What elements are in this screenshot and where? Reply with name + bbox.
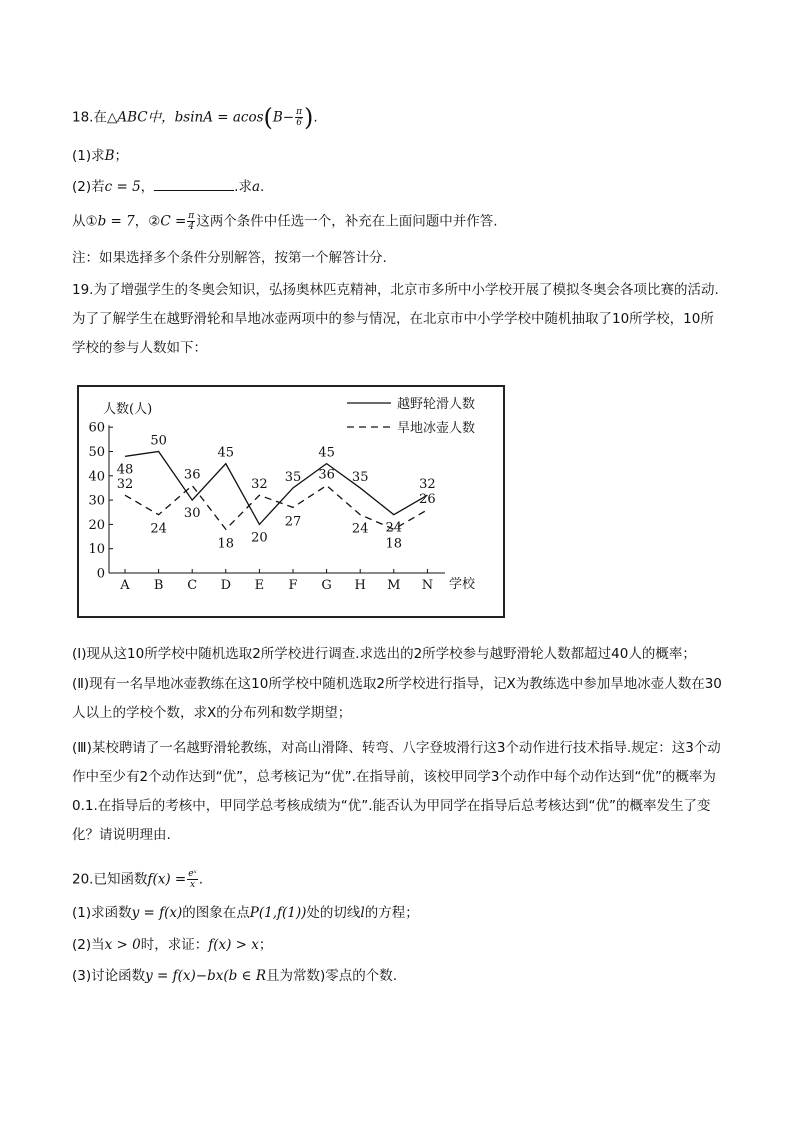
- expr: y = f(x): [131, 905, 183, 921]
- q20-part-1: [72, 903, 419, 923]
- x-tick-label: H: [354, 578, 366, 593]
- part-label: (2)若: [72, 179, 105, 195]
- q20-part-3: [72, 966, 397, 986]
- x-tick-label: E: [254, 578, 265, 593]
- text: 的图象在点: [182, 905, 250, 921]
- text: 的方程；: [364, 905, 419, 921]
- x-tick-label: B: [153, 578, 164, 593]
- data-label: 24: [351, 521, 369, 537]
- x-tick-label: G: [321, 578, 332, 593]
- frac-num: π: [296, 107, 303, 117]
- q18-number: 18.: [72, 109, 94, 126]
- legend-label-1: 越野轮滑人数: [397, 397, 476, 412]
- q18-arg: B−: [272, 109, 295, 126]
- var-a: a: [251, 179, 261, 195]
- right-paren: ): [304, 103, 314, 132]
- cond-label: 从①: [72, 213, 98, 230]
- punct: ，: [140, 179, 155, 195]
- data-label: 24: [150, 521, 167, 537]
- x-tick-label: F: [288, 578, 298, 593]
- data-label: 45: [217, 445, 235, 461]
- part-label: (3)讨论函数: [72, 968, 146, 984]
- chart-svg: [79, 387, 503, 616]
- q19-part-3: (Ⅲ)某校聘请了一名越野滑轮教练，对高山滑降、转弯、八字登坡滑行这3个动作进行技术指导.规定：这3个动作中至少有2个动作达到“优”，总考核记为“优”.在指导前，该校甲同学3个动作中每个动作达到“优”的概率为0.1.在指导后的考核中，甲同学总考核成绩为“优”.能否认为甲同学在指导后总考核达到“优”的概率发生了变化？请说明理由.: [72, 740, 721, 843]
- part-label: (2)当: [72, 937, 105, 953]
- point: P(1,f(1)): [249, 905, 307, 921]
- q19-part-2: (Ⅱ)现有一名旱地冰壶教练在这10所学校中随机选取2所学校进行指导，记X为教练选中参加旱地冰壶人数在30人以上的学校个数，求X的分布列和数学期望；: [72, 676, 722, 721]
- data-label: 50: [150, 433, 167, 449]
- data-label: 18: [217, 536, 235, 552]
- data-label: 36: [318, 467, 335, 483]
- y-tick-label: 40: [88, 469, 105, 485]
- y-tick-label: 10: [88, 542, 105, 558]
- f-def: f(x) =: [147, 871, 187, 888]
- part-label: (1)求: [72, 148, 105, 164]
- left-paren: (: [263, 103, 273, 132]
- series-line-1: [125, 452, 427, 525]
- chart-series: [125, 452, 427, 530]
- q20-text: 20.已知函数: [72, 871, 148, 888]
- y-axis-title: 人数(人): [103, 402, 153, 417]
- expr: y = f(x)−bx(b ∈ R: [145, 968, 267, 984]
- period: .: [198, 871, 204, 888]
- legend-label-2: 旱地冰壶人数: [397, 421, 476, 436]
- q18-conditions: [72, 211, 498, 232]
- series-line-2: [125, 486, 427, 530]
- chart-legend: [347, 396, 475, 436]
- text: 处的切线: [306, 905, 361, 921]
- text: 且为常数)零点的个数.: [266, 968, 398, 984]
- var-b: B: [104, 148, 115, 164]
- x-tick-label: M: [387, 578, 401, 593]
- q20-line-1: [72, 869, 203, 890]
- pi-over-four: [187, 211, 195, 232]
- participation-chart: [77, 385, 505, 618]
- q20-part-2: [72, 935, 272, 955]
- text: 时，求证：: [140, 937, 209, 953]
- data-label: 32: [251, 477, 268, 493]
- c-value: c = 5: [104, 179, 141, 195]
- y-tick-label: 20: [88, 517, 105, 533]
- ineq: f(x) > x: [208, 937, 259, 953]
- data-label: 20: [251, 530, 268, 546]
- data-label: 45: [318, 445, 335, 461]
- cond-1: b = 7: [97, 213, 135, 230]
- chart-data-labels: [117, 434, 436, 552]
- frac-num: eˣ: [188, 869, 197, 879]
- answer-blank: [154, 177, 234, 191]
- ask: .求: [234, 179, 252, 195]
- cond-text: 这两个条件中任选一个，补充在上面问题中并作答.: [196, 213, 498, 230]
- q18-note: [72, 248, 387, 268]
- y-tick-label: 30: [88, 493, 105, 509]
- frac-den: 4: [188, 222, 195, 232]
- punct: ；: [258, 937, 273, 953]
- y-tick-label: 50: [88, 445, 105, 460]
- q18-text: 在: [93, 109, 107, 126]
- q18-part-1: [72, 146, 128, 166]
- x-axis-title: 学校: [449, 577, 476, 592]
- line-l: l: [360, 905, 365, 921]
- punct: .: [260, 179, 265, 195]
- note-text: 注：如果选择多个条件分别解答，按第一个解答计分.: [72, 250, 387, 266]
- q18-triangle: △ABC中，: [106, 109, 175, 126]
- x-tick-label: D: [220, 578, 232, 593]
- pi-over-six: [295, 107, 303, 128]
- frac-num: π: [188, 211, 195, 221]
- chart-ticks: [88, 421, 433, 593]
- data-label: 32: [419, 477, 436, 493]
- frac-den: 6: [296, 118, 302, 128]
- data-label: 35: [351, 469, 369, 485]
- data-label: 32: [116, 477, 134, 493]
- cond: x > 0: [104, 937, 141, 953]
- data-label: 27: [284, 514, 302, 530]
- period: .: [313, 109, 318, 126]
- y-tick-label: 60: [88, 420, 105, 436]
- frac-den: x: [189, 880, 196, 890]
- data-label: 24: [385, 520, 403, 536]
- punct: ；: [114, 148, 129, 164]
- data-label: 48: [116, 462, 134, 478]
- part-label: (1)求函数: [72, 905, 132, 921]
- x-tick-label: N: [421, 578, 434, 593]
- data-label: 26: [419, 491, 436, 507]
- q18-line-1: [72, 103, 318, 132]
- x-tick-label: A: [120, 578, 130, 593]
- ex-over-x: [187, 869, 198, 890]
- q18-equation: bsinA = acos: [174, 109, 264, 126]
- q19-intro: 19.为了增强学生的冬奥会知识，弘扬奥林匹克精神，北京市多所中小学校开展了模拟冬奥会各项比赛的活动.为了了解学生在越野滑轮和旱地冰壶两项中的参与情况，在北京市中小学学校中随机抽取了10所学校，10所学校的参与人数如下：: [72, 282, 719, 356]
- q19-part-1: (Ⅰ)现从这10所学校中随机选取2所学校进行调查.求选出的2所学校参与越野滑轮人数都超过40人的概率；: [72, 646, 696, 662]
- x-tick-label: C: [187, 578, 198, 593]
- data-label: 30: [183, 506, 201, 522]
- cond-2: C =: [160, 213, 187, 230]
- data-label: 18: [385, 536, 403, 552]
- y-tick-label: 0: [96, 566, 105, 582]
- cond-sep: ，②: [134, 213, 161, 230]
- data-label: 35: [284, 469, 302, 485]
- q18-part-2: [72, 177, 264, 197]
- data-label: 36: [183, 467, 201, 483]
